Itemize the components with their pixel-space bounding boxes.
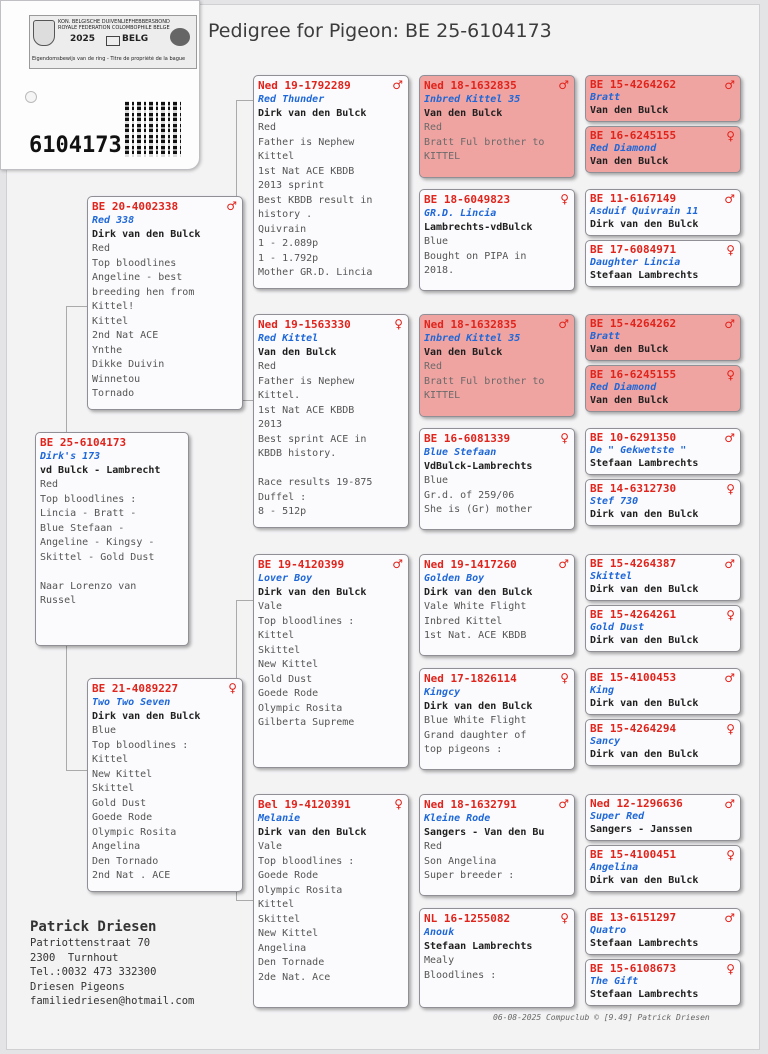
pigeon-info: Red Bratt Ful brother to KITTEL	[424, 361, 545, 401]
pigeon-card-sire[interactable]	[87, 196, 243, 410]
pigeon-info: Blue Bought on PIPA in 2018.	[424, 236, 527, 276]
male-icon: ♂	[724, 78, 735, 92]
connector-line	[66, 770, 88, 771]
pigeon-name: Red Diamond	[590, 143, 657, 154]
ring-number: BE 16-6081339	[424, 432, 511, 445]
pigeon-owner: Dirk van den Bulck	[590, 509, 699, 520]
pigeon-owner: Stefaan Lambrechts	[590, 458, 699, 469]
pigeon-owner: Dirk van den Bulck	[590, 635, 699, 646]
pigeon-name: Inbred Kittel 35	[424, 333, 521, 344]
ring-number: Ned 18-1632835	[424, 79, 517, 92]
pigeon-owner: Sangers - Van den Bu	[424, 827, 545, 838]
male-icon: ♂	[724, 671, 735, 685]
pigeon-card-gen5[interactable]	[585, 479, 741, 526]
male-icon: ♂	[724, 557, 735, 571]
ring-number: BE 15-4264294	[590, 722, 677, 735]
ring-number: BE 17-6084971	[590, 243, 677, 256]
pigeon-name: The Gift	[590, 976, 639, 987]
pigeon-name: Kingcy	[424, 687, 461, 698]
federation-shield-icon	[33, 20, 55, 46]
pigeon-info: Red Son Angelina Super breeder :	[424, 841, 515, 881]
pigeon-card-dam[interactable]	[87, 678, 243, 892]
pigeon-owner: Van den Bulck	[590, 395, 669, 406]
female-icon: ♀	[560, 671, 569, 685]
connector-line	[236, 900, 254, 901]
page-title: Pedigree for Pigeon: BE 25-6104173	[208, 20, 552, 42]
female-icon: ♀	[560, 192, 569, 206]
ring-number: BE 18-6049823	[424, 193, 511, 206]
pigeon-owner: Van den Bulck	[590, 344, 669, 355]
ring-number: BE 20-4002338	[92, 200, 179, 213]
ring-number: NL 16-1255082	[424, 912, 511, 925]
male-icon: ♂	[558, 557, 569, 571]
pigeon-name: Anouk	[424, 927, 455, 938]
pigeon-card-gen4[interactable]	[419, 908, 575, 1008]
federation-name: KON. BELGISCHE DUIVENLIEFHEBBERSBOND ROYALE FEDERATION COLOMBOPHILE BELGE	[58, 19, 170, 31]
male-icon: ♂	[558, 78, 569, 92]
male-icon: ♂	[724, 431, 735, 445]
connector-line	[236, 600, 254, 601]
pigeon-name: Red 338	[92, 215, 135, 226]
pigeon-owner: Dirk van den Bulck	[92, 711, 201, 722]
ring-number: BE 19-4120399	[258, 558, 345, 571]
pigeon-info: Blue White Flight Grand daughter of top pigeons :	[424, 715, 527, 755]
punch-hole-icon	[25, 91, 37, 103]
connector-line	[236, 100, 254, 101]
male-icon: ♂	[724, 192, 735, 206]
pigeon-info: Vale White Flight Inbred Kittel 1st Nat. ACE KBDB	[424, 601, 527, 641]
pigeon-card-grandsire-maternal[interactable]	[253, 554, 409, 768]
pigeon-card-gen5[interactable]	[585, 719, 741, 766]
pigeon-owner: vd Bulck - Lambrecht	[40, 465, 161, 476]
pigeon-card-gen5[interactable]	[585, 75, 741, 122]
ring-number: BE 10-6291350	[590, 431, 677, 444]
pigeon-name: Angelina	[590, 862, 639, 873]
pigeon-owner: Dirk van den Bulck	[258, 108, 367, 119]
pigeon-owner: Dirk van den Bulck	[590, 749, 699, 760]
pigeon-card-gen4[interactable]	[419, 794, 575, 896]
pigeon-name: Dirk's 173	[40, 451, 101, 462]
pigeon-name: Lover Boy	[258, 573, 313, 584]
ring-number: BE 15-4100453	[590, 671, 677, 684]
pigeon-card-gen5[interactable]	[585, 365, 741, 412]
pigeon-card-gen4[interactable]	[419, 314, 575, 417]
pigeon-name: Inbred Kittel 35	[424, 94, 521, 105]
pigeon-owner: Stefaan Lambrechts	[590, 989, 699, 1000]
pigeon-card-gen5[interactable]	[585, 794, 741, 841]
pigeon-card-gen5[interactable]	[585, 668, 741, 715]
ring-number: BE 15-6108673	[590, 962, 677, 975]
female-icon: ♀	[726, 608, 735, 622]
ring-number: 6104173	[29, 133, 122, 158]
female-icon: ♀	[726, 722, 735, 736]
ring-number: Ned 19-1417260	[424, 558, 517, 571]
ring-certificate-card	[0, 0, 200, 170]
pigeon-name: Sancy	[590, 736, 621, 747]
pigeon-owner: Sangers - Janssen	[590, 824, 693, 835]
breeder-city: 2300 Turnhout	[30, 951, 119, 964]
pigeon-owner: Dirk van den Bulck	[258, 827, 367, 838]
breeder-name: Patrick Driesen	[30, 919, 157, 935]
ring-number: Ned 19-1563330	[258, 318, 351, 331]
ring-number: BE 15-4264261	[590, 608, 677, 621]
ring-country: BELG	[122, 34, 149, 44]
male-icon: ♂	[558, 797, 569, 811]
male-icon: ♂	[724, 911, 735, 925]
pigeon-info: Red Bratt Ful brother to KITTEL	[424, 122, 545, 162]
ring-number: BE 21-4089227	[92, 682, 179, 695]
pigeon-card-subject[interactable]	[35, 432, 189, 646]
pigeon-info: Blue Gr.d. of 259/06 She is (Gr) mother	[424, 475, 533, 515]
male-icon: ♂	[392, 557, 403, 571]
pigeon-owner: Stefaan Lambrechts	[590, 938, 699, 949]
pigeon-name: Red Kittel	[258, 333, 319, 344]
female-icon: ♀	[560, 911, 569, 925]
pigeon-info: Blue Top bloodlines : Kittel New Kittel Skittel Gold Dust Goede Rode Olympic Rosita Angelina Den Tornado 2nd Nat . ACE	[92, 725, 189, 881]
pigeon-card-gen5[interactable]	[585, 605, 741, 652]
pigeon-owner: Stefaan Lambrechts	[424, 941, 533, 952]
ring-number: Ned 12-1296636	[590, 797, 683, 810]
pigeon-name: Red Thunder	[258, 94, 325, 105]
female-icon: ♀	[560, 431, 569, 445]
ring-number: Ned 17-1826114	[424, 672, 517, 685]
footer-credit: 06-08-2025 Compuclub © [9.49] Patrick Driesen	[493, 1013, 710, 1022]
pigeon-name: Bratt	[590, 92, 621, 103]
pigeon-card-gen4[interactable]	[419, 189, 575, 291]
pigeon-card-gen5[interactable]	[585, 908, 741, 955]
breeder-phone: Tel.:0032 473 332300	[30, 966, 157, 979]
pigeon-owner: Van den Bulck	[590, 156, 669, 167]
pigeon-name: Two Two Seven	[92, 697, 171, 708]
pigeon-name: Daughter Lincia	[590, 257, 681, 268]
pigeon-card-grandsire-paternal[interactable]	[253, 75, 409, 289]
pigeon-owner: Lambrechts-vdBulck	[424, 222, 533, 233]
pigeon-card-gen4[interactable]	[419, 554, 575, 656]
pigeon-name: Melanie	[258, 813, 301, 824]
pigeon-owner: Dirk van den Bulck	[258, 587, 367, 598]
ring-number: Ned 18-1632791	[424, 798, 517, 811]
pigeon-info: Red Father is Nephew Kittel. 1st Nat ACE KBDB 2013 Best sprint ACE in KBDB history. Race results 19-875 Duffel : 8 - 512p	[258, 361, 373, 517]
pigeon-card-gen4[interactable]	[419, 75, 575, 178]
ring-number: BE 15-4264262	[590, 317, 677, 330]
pigeon-owner: Dirk van den Bulck	[590, 584, 699, 595]
pigeon-card-gen5[interactable]	[585, 554, 741, 601]
pigeon-owner: Van den Bulck	[590, 105, 669, 116]
female-icon: ♀	[394, 317, 403, 331]
pigeon-owner: VdBulck-Lambrechts	[424, 461, 533, 472]
pigeon-name: Red Diamond	[590, 382, 657, 393]
ring-number: BE 13-6151297	[590, 911, 677, 924]
pigeon-name: Super Red	[590, 811, 645, 822]
ring-number: BE 16-6245155	[590, 368, 677, 381]
pigeon-card-gen5[interactable]	[585, 428, 741, 475]
breeder-email[interactable]: familiedriesen@hotmail.com	[30, 995, 195, 1008]
pigeon-owner: Stefaan Lambrechts	[590, 270, 699, 281]
pigeon-owner: Dirk van den Bulck	[590, 875, 699, 886]
pigeon-card-gen5[interactable]	[585, 314, 741, 361]
ring-number: BE 14-6312730	[590, 482, 677, 495]
pigeon-owner: Dirk van den Bulck	[424, 587, 533, 598]
pigeon-info: Mealy Bloodlines :	[424, 955, 497, 981]
female-icon: ♀	[394, 797, 403, 811]
pigeon-card-gen5[interactable]	[585, 240, 741, 287]
pigeon-info: Red Top bloodlines Angeline - best breeding hen from Kittel! Kittel 2nd Nat ACE Ynthe Dikke Duivin Winnetou Tornado	[92, 243, 195, 399]
pigeon-name: Quatro	[590, 925, 627, 936]
pigeon-card-gen4[interactable]	[419, 668, 575, 770]
ring-number: BE 25-6104173	[40, 436, 127, 449]
male-icon: ♂	[558, 317, 569, 331]
ring-number: BE 15-4264387	[590, 557, 677, 570]
belgian-flag-icon	[106, 36, 120, 46]
pigeon-name: GR.D. Lincia	[424, 208, 497, 219]
pigeon-name: King	[590, 685, 615, 696]
breeder-address: Patriottenstraat 70	[30, 937, 151, 949]
pigeon-name: Gold Dust	[590, 622, 645, 633]
female-icon: ♀	[726, 848, 735, 862]
pigeon-info: Vale Top bloodlines : Kittel Skittel New Kittel Gold Dust Goede Rode Olympic Rosita Gilberta Supreme	[258, 601, 355, 728]
pigeon-owner: Dirk van den Bulck	[424, 701, 533, 712]
female-icon: ♀	[726, 243, 735, 257]
connector-line	[66, 306, 88, 307]
pigeon-card-gen5[interactable]	[585, 845, 741, 892]
breeder-info	[30, 918, 194, 1009]
female-icon: ♀	[726, 368, 735, 382]
pigeon-name: Stef 730	[590, 496, 639, 507]
pigeon-owner: Dirk van den Bulck	[590, 698, 699, 709]
pigeon-name: Kleine Rode	[424, 813, 491, 824]
female-icon: ♀	[726, 129, 735, 143]
ring-number: Ned 19-1792289	[258, 79, 351, 92]
ring-certificate-header	[29, 15, 197, 69]
ring-number: Bel 19-4120391	[258, 798, 351, 811]
pigeon-card-gen5[interactable]	[585, 959, 741, 1006]
pigeon-info: Red Top bloodlines : Lincia - Bratt - Blue Stefaan - Angeline - Kingsy - Skittel - Gold Dust Naar Lorenzo van Russel	[40, 479, 155, 606]
pigeon-owner: Van den Bulck	[424, 108, 503, 119]
ring-number: BE 15-4264262	[590, 78, 677, 91]
pigeon-name: De " Gekwetste "	[590, 445, 687, 456]
male-icon: ♂	[724, 317, 735, 331]
pigeon-owner: Dirk van den Bulck	[92, 229, 201, 240]
female-icon: ♀	[228, 681, 237, 695]
breeder-loft: Driesen Pigeons	[30, 980, 125, 993]
pigeon-name: Asduif Quivrain 11	[590, 206, 699, 217]
male-icon: ♂	[226, 199, 237, 213]
pigeon-info: Vale Top bloodlines : Goede Rode Olympic Rosita Kittel Skittel New Kittel Angelina Den Tornade 2de Nat. Ace	[258, 841, 355, 983]
pigeon-owner: Dirk van den Bulck	[590, 219, 699, 230]
crest-icon	[170, 28, 190, 46]
ring-number: BE 16-6245155	[590, 129, 677, 142]
pigeon-card-gen5[interactable]	[585, 189, 741, 236]
ring-number: BE 11-6167149	[590, 192, 677, 205]
female-icon: ♀	[726, 962, 735, 976]
male-icon: ♂	[724, 797, 735, 811]
qr-code-icon	[125, 101, 181, 157]
male-icon: ♂	[392, 78, 403, 92]
pigeon-name: Golden Boy	[424, 573, 485, 584]
pigeon-name: Bratt	[590, 331, 621, 342]
pigeon-owner: Van den Bulck	[258, 347, 337, 358]
pigeon-info: Red Father is Nephew Kittel 1st Nat ACE KBDB 2013 sprint Best KBDB result in history . Quivrain 1 - 2.089p 1 - 1.792p Mother GR.D. Lincia	[258, 122, 373, 278]
pigeon-card-granddam-maternal[interactable]	[253, 794, 409, 1008]
female-icon: ♀	[726, 482, 735, 496]
ring-number: Ned 18-1632835	[424, 318, 517, 331]
pigeon-name: Skittel	[590, 571, 633, 582]
pigeon-card-gen4[interactable]	[419, 428, 575, 530]
pigeon-card-granddam-paternal[interactable]	[253, 314, 409, 528]
ring-year: 2025	[70, 34, 96, 44]
pigeon-name: Blue Stefaan	[424, 447, 497, 458]
pigeon-owner: Van den Bulck	[424, 347, 503, 358]
ring-number: BE 15-4100451	[590, 848, 677, 861]
ownership-notice: Eigendomsbewijs van de ring - Titre de propriété de la bague	[32, 56, 186, 62]
pigeon-card-gen5[interactable]	[585, 126, 741, 173]
